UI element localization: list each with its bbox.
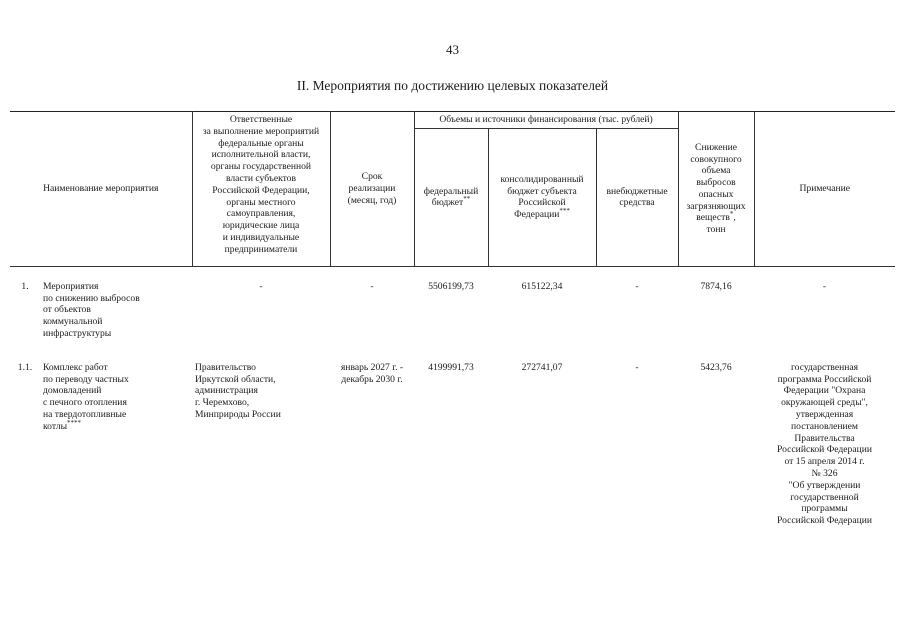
row-extrabudget: - (635, 361, 639, 373)
row-note: - (822, 280, 827, 292)
row-reduction: 5423,76 (700, 361, 732, 373)
footnote-mark: ** (463, 195, 471, 204)
row-name: Комплекс работ по переводу частных домовладений с печного отопления на твердотопливные котлы**** (43, 361, 129, 432)
row-number: 1. (21, 280, 29, 292)
row-name: Мероприятия по снижению выбросов от объектов коммунальной инфраструктуры (43, 280, 140, 339)
row-federal: 5506199,73 (428, 280, 474, 292)
footnote-mark: * (729, 210, 734, 219)
table-row (10, 360, 895, 527)
row-period: январь 2027 г. - декабрь 2030 г. (340, 361, 404, 385)
row-note: государственная программа Российской Федерации "Охрана окружающей среды", утвержденная постановлением Правительства Российской Федерации от 15 апреля 2014 г. № 326 "Об утверждении государственной программы Российской Федерации (777, 361, 873, 527)
row-responsible: Правительство Иркутской области, администрация г. Черемхово, Минприроды России (195, 361, 281, 420)
row-extrabudget: - (635, 280, 639, 292)
header-name: Наименование мероприятия (10, 112, 192, 267)
header-note: Примечание (754, 112, 895, 267)
footnote-mark: *** (559, 206, 570, 215)
table-row (10, 266, 895, 359)
header-funding-group: Объемы и источники финансирования (тыс. рублей) (414, 112, 678, 129)
footnote-mark: **** (67, 418, 82, 427)
header-extrabudget: внебюджетные средства (596, 128, 678, 266)
header-consolidated: консолидированный бюджет субъекта Российской Федерации*** (488, 128, 596, 266)
row-consolidated: 272741,07 (521, 361, 563, 373)
row-reduction: 7874,16 (700, 280, 732, 292)
row-federal: 4199991,73 (428, 361, 474, 373)
header-federal: федеральный бюджет** (414, 128, 488, 266)
header-responsible: Ответственные за выполнение мероприятий федеральные органы исполнительной власти, органы государственной власти субъектов Российской Федерации, органы местного самоуправления, юридические лица и индивидуальные предприниматели (192, 112, 330, 267)
row-number: 1.1. (17, 361, 33, 373)
header-period: Срок реализации (месяц, год) (330, 112, 414, 267)
page-number: 43 (446, 42, 459, 57)
measures-table (10, 111, 895, 527)
section-title: II. Мероприятия по достижению целевых показателей (296, 78, 609, 93)
header-reduction: Снижение совокупного объема выбросов опасных загрязняющих веществ*, тонн (678, 112, 754, 267)
row-consolidated: 615122,34 (521, 280, 563, 292)
row-responsible: - (259, 280, 263, 292)
row-period: - (370, 280, 374, 292)
